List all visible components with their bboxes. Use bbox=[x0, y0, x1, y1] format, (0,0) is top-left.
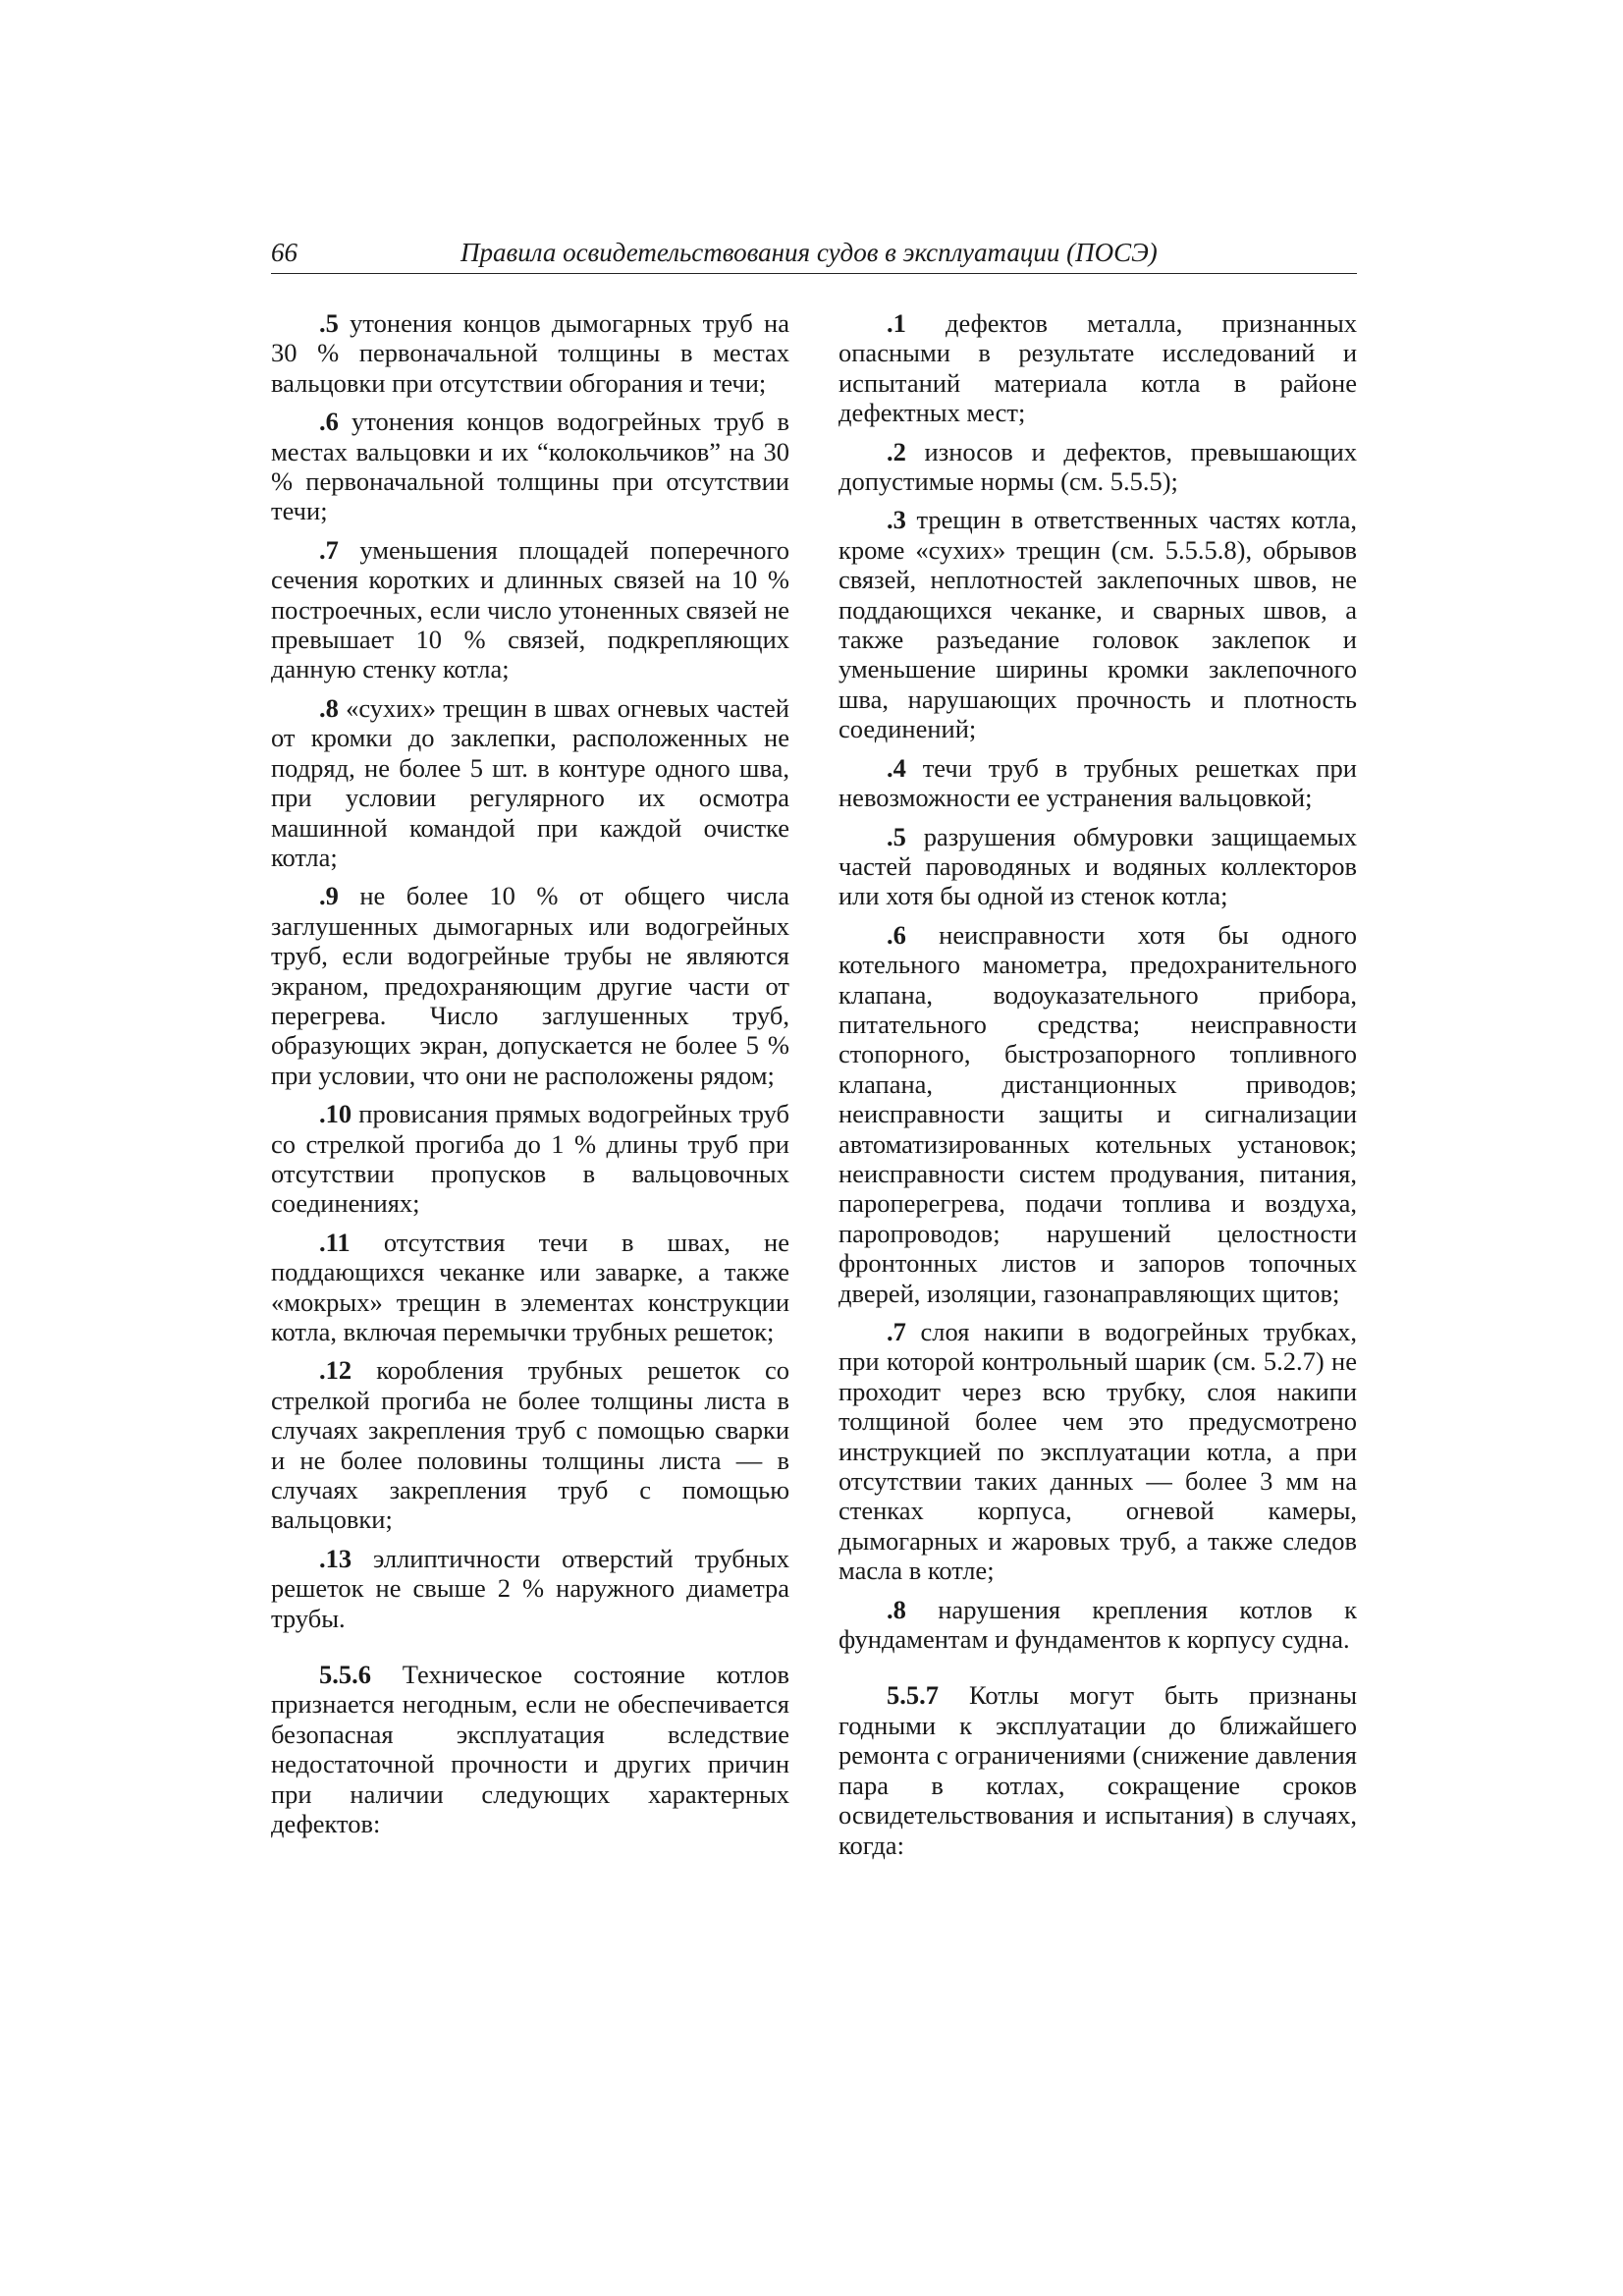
item-number: .2 bbox=[887, 436, 906, 466]
item-text: течи труб в трубных решетках при невозможности ее устранения вальцовкой; bbox=[839, 752, 1357, 813]
list-item bbox=[839, 437, 1357, 497]
item-text: отсутствия течи в швах, не поддающихся чеканке или заварке, а также «мокрых» трещин в элементах конструкции котла, включая перемычки трубных решеток; bbox=[271, 1227, 789, 1346]
item-text: провисания прямых водогрейных труб со стрелкой прогиба до 1 % длины труб при отсутствии пропусков в вальцовочных соединениях; bbox=[271, 1099, 789, 1219]
section-paragraph-5-5-7 bbox=[839, 1680, 1357, 1859]
page-number: 66 bbox=[271, 238, 298, 267]
item-text: утонения концов водогрейных труб в местах вальцовки и их “колокольчиков” на 30 % первоначальной толщины при отсутствии течи; bbox=[271, 407, 789, 526]
left-column bbox=[271, 308, 789, 1848]
item-text: неисправности хотя бы одного котельного манометра, предохранительного клапана, водоуказательного прибора, питательного средства; неисправности стопорного, быстрозапорного топливного клапана, дистанционных приводов; неисправности защиты и сигнализации автоматизированных котельных установок; неисправности систем продувания, питания, пароперегрева, подачи топлива и воздуха, паропроводов; нарушений целостности фронтонных листов и запоров топочных дверей, изоляции, газонаправляющих щитов; bbox=[839, 919, 1357, 1308]
item-number: .8 bbox=[319, 692, 339, 723]
list-item bbox=[271, 407, 789, 526]
item-number: .7 bbox=[319, 534, 339, 565]
section-number: 5.5.6 bbox=[319, 1660, 371, 1690]
item-number: .3 bbox=[887, 505, 906, 535]
item-number: .12 bbox=[319, 1355, 352, 1386]
item-number: .8 bbox=[887, 1594, 906, 1624]
running-title: Правила освидетельствования судов в эксплуатации (ПОСЭ) bbox=[460, 238, 1158, 267]
item-number: .10 bbox=[319, 1099, 352, 1129]
list-item bbox=[271, 535, 789, 684]
list-item bbox=[839, 920, 1357, 1308]
item-number: .5 bbox=[887, 821, 906, 851]
item-text: дефектов металла, признанных опасными в результате исследований и испытаний материала котла в районе дефектных мест; bbox=[839, 308, 1357, 428]
list-item bbox=[839, 1317, 1357, 1586]
item-number: .4 bbox=[887, 752, 906, 783]
list-item bbox=[839, 505, 1357, 743]
item-text: утонения концов дымогарных труб на 30 % первоначальной толщины в местах вальцовки при отсутствии обгорания и течи; bbox=[271, 308, 789, 398]
item-text: не более 10 % от общего числа заглушенных дымогарных или водогрейных труб, если водогрейные трубы не являются экраном, предохраняющим другие части от перегрева. Число заглушенных труб, образующих экран, допускается не более 5 % при условии, что они не расположены рядом; bbox=[271, 881, 789, 1090]
list-item bbox=[839, 822, 1357, 911]
list-item bbox=[271, 1355, 789, 1534]
right-column bbox=[839, 308, 1357, 1869]
item-number: .7 bbox=[887, 1317, 906, 1346]
item-text: трещин в ответственных частях котла, кроме «сухих» трещин (см. 5.5.5.8), обрывов связей, неплотностей заклепочных швов, не поддающихся чеканке, и сварных швов, а также разъедание головок заклепок и уменьшение ширины кромки заклепочного шва, нарушающих прочность и плотность соединений; bbox=[839, 505, 1357, 744]
page-header bbox=[271, 238, 1357, 274]
section-paragraph-5-5-6 bbox=[271, 1660, 789, 1838]
list-item bbox=[271, 693, 789, 872]
list-item bbox=[271, 308, 789, 398]
list-item bbox=[271, 1544, 789, 1633]
list-item bbox=[839, 1595, 1357, 1655]
section-text: Котлы могут быть признаны годными к эксплуатации до ближайшего ремонта с ограничениями (снижение давления пара в котлах, сокращение сроков освидетельствования и испытания) в случаях, когда: bbox=[839, 1680, 1357, 1860]
item-number: .6 bbox=[319, 407, 339, 437]
item-number: .13 bbox=[319, 1543, 352, 1573]
item-text: эллиптичности отверстий трубных решеток не свыше 2 % наружного диаметра трубы. bbox=[271, 1543, 789, 1633]
item-text: слоя накипи в водогрейных трубках, при которой контрольный шарик (см. 5.2.7) не проходит через всю трубку, слоя накипи толщиной более чем это предусмотрено инструкцией по эксплуатации котла, а при отсутствии таких данных — более 3 мм на стенках корпуса, огневой камеры, дымогарных и жаровых труб, а также следов масла в котле; bbox=[839, 1317, 1357, 1586]
section-text: Техническое состояние котлов признается негодным, если не обеспечивается безопасная эксплуатация вследствие недостаточной прочности и других причин при наличии следующих характерных дефектов: bbox=[271, 1660, 789, 1839]
list-item bbox=[839, 308, 1357, 428]
section-number: 5.5.7 bbox=[887, 1680, 939, 1711]
item-text: коробления трубных решеток со стрелкой прогиба не более толщины листа в случаях закрепления труб с помощью сварки и не более половины толщины листа — в случаях закрепления труб с помощью вальцовки; bbox=[271, 1355, 789, 1535]
item-number: .11 bbox=[319, 1227, 351, 1257]
list-item bbox=[271, 1099, 789, 1219]
item-number: .9 bbox=[319, 881, 339, 911]
list-item bbox=[271, 1228, 789, 1347]
item-number: .5 bbox=[319, 308, 339, 338]
list-item bbox=[271, 881, 789, 1090]
item-text: износов и дефектов, превышающих допустимые нормы (см. 5.5.5); bbox=[839, 436, 1357, 497]
item-number: .6 bbox=[887, 919, 906, 950]
item-text: разрушения обмуровки защищаемых частей пароводяных и водяных коллекторов или хотя бы одной из стенок котла; bbox=[839, 821, 1357, 911]
list-item bbox=[839, 753, 1357, 813]
item-text: уменьшения площадей поперечного сечения коротких и длинных связей на 10 % построечных, если число утоненных связей не превышает 10 % связей, подкрепляющих данную стенку котла; bbox=[271, 534, 789, 684]
item-number: .1 bbox=[887, 308, 906, 338]
item-text: нарушения крепления котлов к фундаментам и фундаментов к корпусу судна. bbox=[839, 1594, 1357, 1655]
item-text: «сухих» трещин в швах огневых частей от кромки до заклепки, расположенных не подряд, не более 5 шт. в контуре одного шва, при условии регулярного их осмотра машинной командой при каждой очистке котла; bbox=[271, 692, 789, 872]
